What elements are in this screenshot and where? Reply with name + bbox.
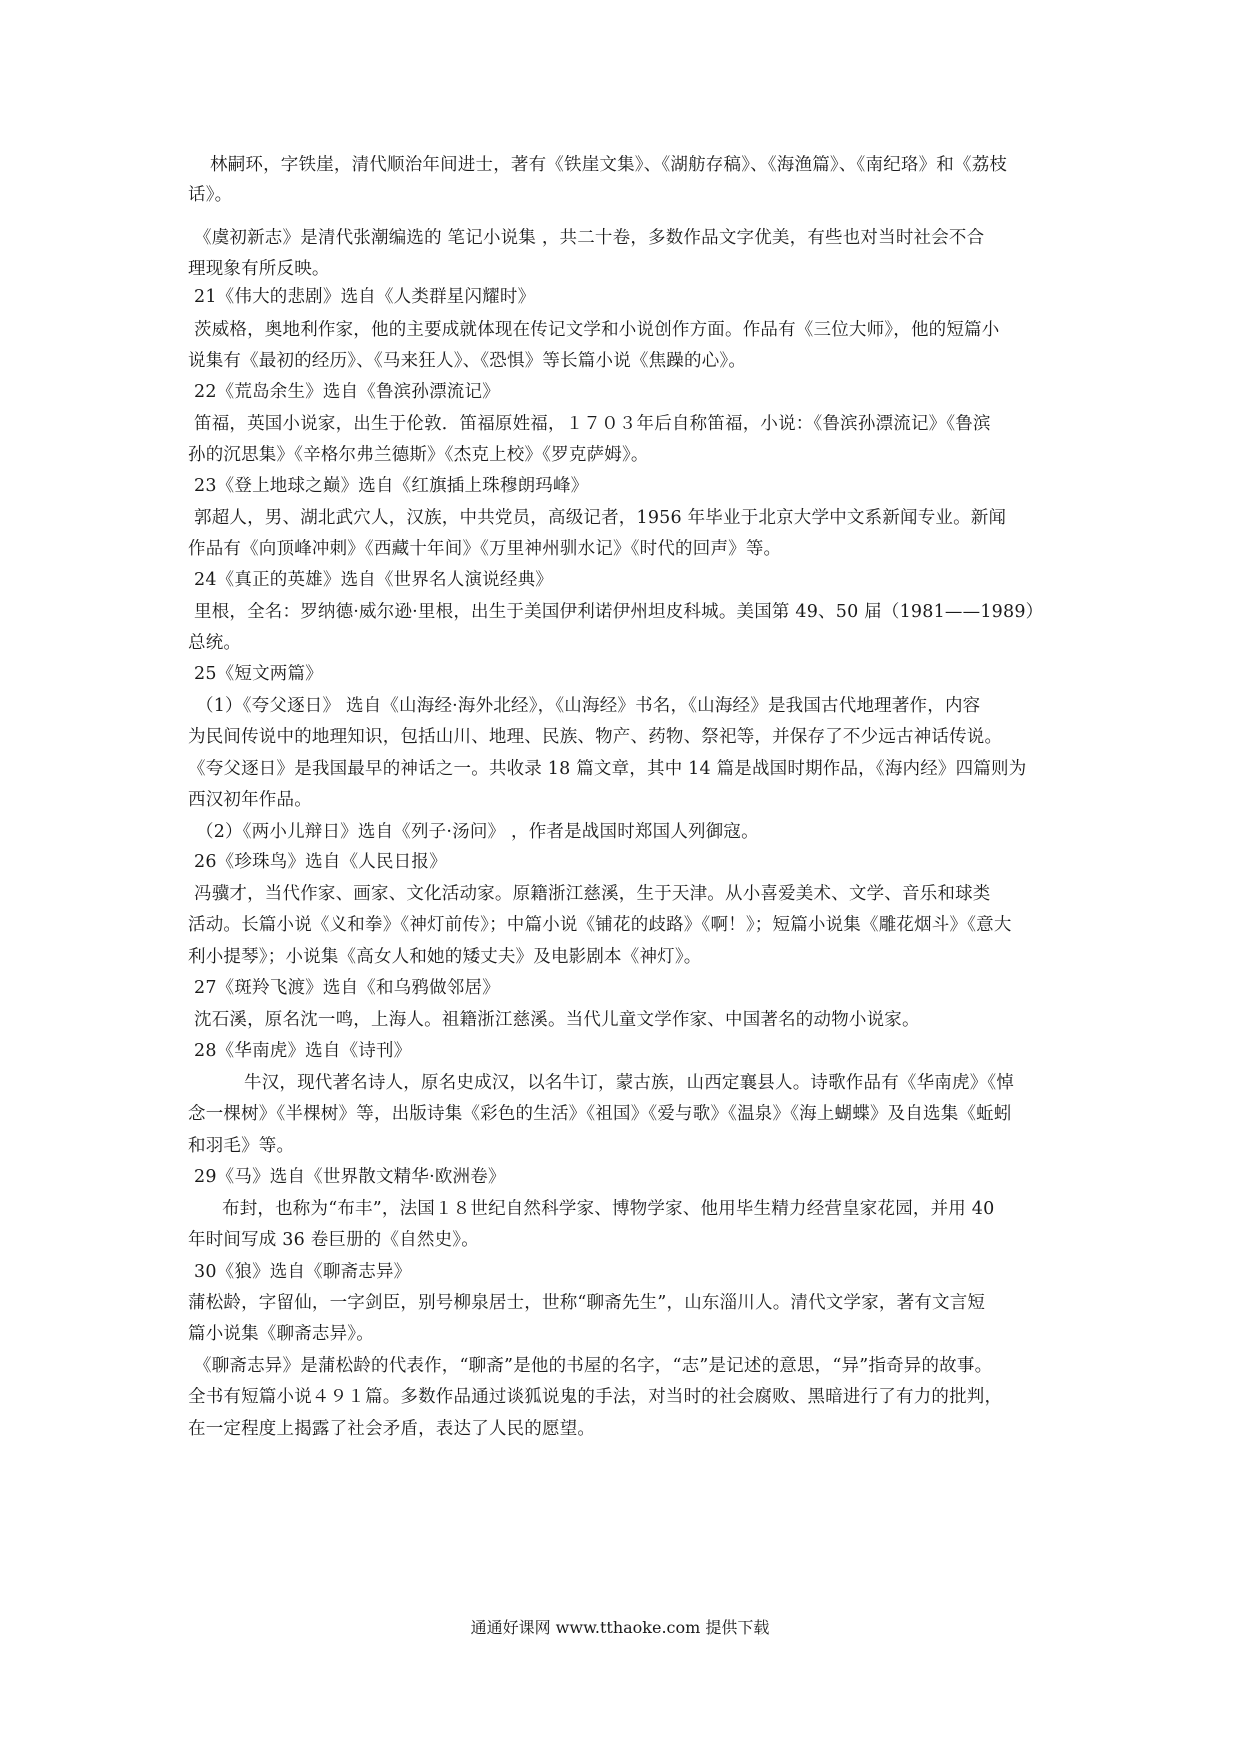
- text-line: 笛福，英国小说家，出生于伦敦．笛福原姓福，１７０３年后自称笛福，小说：《鲁滨孙漂流记》《鲁滨: [194, 414, 991, 434]
- text-line: 冯骥才，当代作家、画家、文化活动家。原籍浙江慈溪，生于天津。从小喜爱美术、文学、音乐和球类: [194, 884, 991, 904]
- text-line: 总统。: [188, 633, 242, 653]
- text-line: 《夸父逐日》是我国最早的神话之一。共收录 18 篇文章，其中 14 篇是战国时期作品，《海内经》四篇则为: [188, 759, 1027, 779]
- text-line: 作品有《向顶峰冲刺》《西藏十年间》《万里神州驯水记》《时代的回声》等。: [188, 539, 782, 559]
- text-line: 话》。: [188, 185, 233, 205]
- section-heading: 29《马》选自《世界散文精华·欧洲卷》: [194, 1167, 506, 1187]
- text-line: 《聊斋志异》是蒲松龄的代表作，“聊斋”是他的书屋的名字，“志”是记述的意思，“异”指奇异的故事。: [194, 1356, 993, 1376]
- text-line: （1）《夸父逐日》 选自《山海经·海外北经》，《山海经》书名，《山海经》是我国古代地理著作，内容: [196, 696, 981, 716]
- section-heading: 25《短文两篇》: [194, 664, 323, 684]
- text-line: 利小提琴》；小说集《高女人和她的矮丈夫》及电影剧本《神灯》。: [188, 947, 702, 967]
- text-line: 理现象有所反映。: [188, 259, 330, 279]
- section-heading: 27《斑羚飞渡》选自《和乌鸦做邻居》: [194, 978, 500, 998]
- text-line: 布封，也称为“布丰”，法国１８世纪自然科学家、博物学家、他用毕生精力经营皇家花园，并用 40: [222, 1199, 995, 1219]
- section-heading: 26《珍珠鸟》选自《人民日报》: [194, 852, 447, 872]
- text-line: 林嗣环，字铁崖，清代顺治年间进士，著有《铁崖文集》、《湖舫存稿》、《海渔篇》、《南纪珞》和《荔枝: [210, 155, 1008, 175]
- section-heading: 28《华南虎》选自《诗刊》: [194, 1041, 412, 1061]
- text-line: 沈石溪，原名沈一鸣，上海人。祖籍浙江慈溪。当代儿童文学作家、中国著名的动物小说家。: [194, 1010, 920, 1030]
- text-line: 西汉初年作品。: [188, 790, 312, 810]
- text-line: 孙的沉思集》《辛格尔弗兰德斯》《杰克上校》《罗克萨姆》。: [188, 445, 649, 465]
- section-heading: 24《真正的英雄》选自《世界名人演说经典》: [194, 570, 553, 590]
- footer-download-note: 通通好课网 www.tthaoke.com 提供下载: [470, 1618, 770, 1637]
- section-heading: 22《荒岛余生》选自《鲁滨孙漂流记》: [194, 382, 500, 402]
- text-line: （2）《两小儿辩日》选自《列子·汤问》 ，作者是战国时郑国人列御寇。: [196, 822, 759, 842]
- text-line: 郭超人，男、湖北武穴人，汉族，中共党员，高级记者，1956 年毕业于北京大学中文系新闻专业。新闻: [194, 508, 1007, 528]
- text-line: 和羽毛》等。: [188, 1136, 295, 1156]
- text-line: 活动。长篇小说《义和拳》《神灯前传》；中篇小说《铺花的歧路》《啊！》；短篇小说集《雕花烟斗》《意大: [188, 915, 1012, 935]
- text-line: 说集有《最初的经历》、《马来狂人》、《恐惧》等长篇小说《焦躁的心》。: [188, 351, 747, 371]
- section-heading: 23《登上地球之巅》选自《红旗插上珠穆朗玛峰》: [194, 476, 589, 496]
- text-line: 念一棵树》《半棵树》等，出版诗集《彩色的生活》《祖国》《爱与歌》《温泉》《海上蝴蝶》及自选集《蚯蚓: [188, 1104, 1012, 1124]
- text-line: 在一定程度上揭露了社会矛盾，表达了人民的愿望。: [188, 1419, 596, 1439]
- text-line: 全书有短篇小说４９１篇。多数作品通过谈狐说鬼的手法，对当时的社会腐败、黑暗进行了有力的批判，: [188, 1387, 1003, 1407]
- text-line: 为民间传说中的地理知识，包括山川、地理、民族、物产、药物、祭祀等，并保存了不少远古神话传说。: [188, 727, 1003, 747]
- text-line: 里根，全名：罗纳德·威尔逊·里根，出生于美国伊利诺伊州坦皮科城。美国第 49、50 届（1981——1989）: [194, 602, 1044, 622]
- text-line: 篇小说集《聊斋志异》。: [188, 1324, 374, 1344]
- text-line: 蒲松龄，字留仙，一字剑臣，别号柳泉居士，世称“聊斋先生”，山东淄川人。清代文学家，著有文言短: [188, 1293, 986, 1313]
- section-heading: 30《狼》选自《聊斋志异》: [194, 1262, 412, 1282]
- text-line: 《虞初新志》是清代张潮编选的 笔记小说集 ，共二十卷，多数作品文字优美，有些也对当时社会不合: [194, 228, 985, 248]
- text-line: 茨威格，奥地利作家，他的主要成就体现在传记文学和小说创作方面。作品有《三位大师》，他的短篇小: [194, 320, 1000, 340]
- section-heading: 21《伟大的悲剧》选自《人类群星闪耀时》: [194, 287, 536, 307]
- text-line: 年时间写成 36 卷巨册的《自然史》。: [188, 1230, 479, 1250]
- text-line: 牛汉，现代著名诗人，原名史成汉，以名牛订，蒙古族，山西定襄县人。诗歌作品有《华南虎》《悼: [244, 1073, 1015, 1093]
